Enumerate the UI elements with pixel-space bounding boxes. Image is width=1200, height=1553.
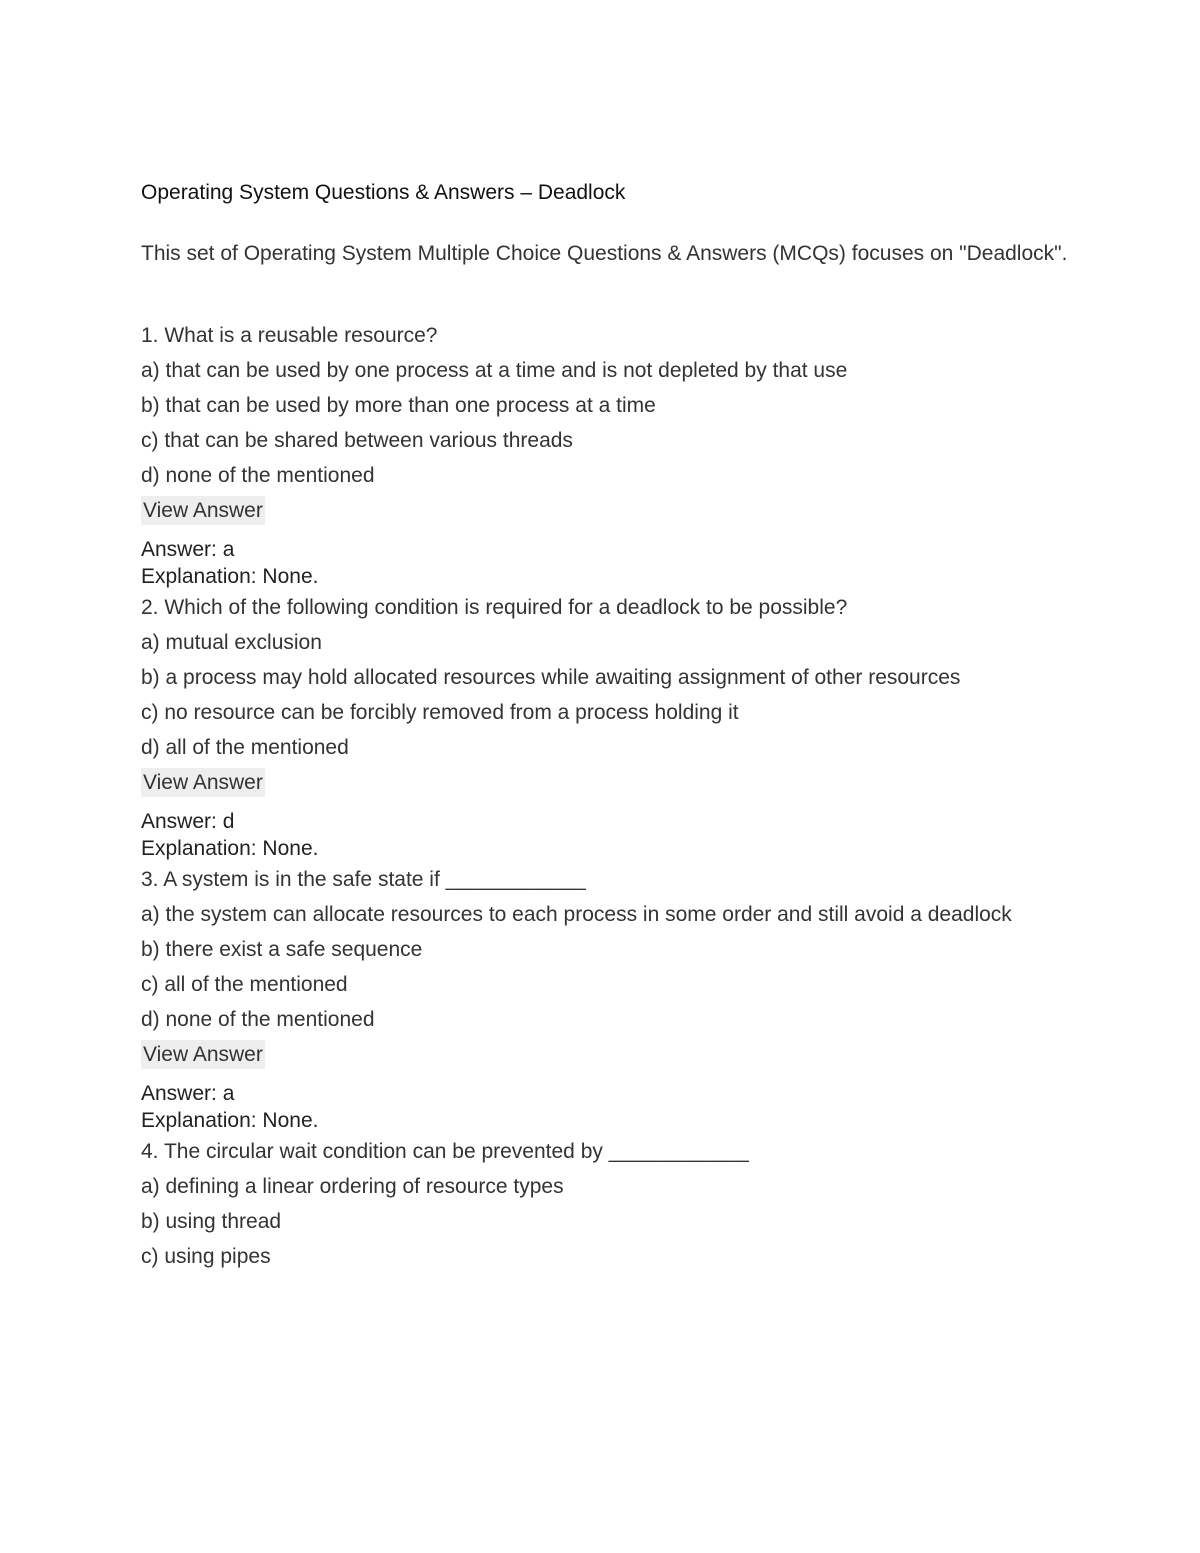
option-a: a) that can be used by one process at a time and is not depleted by that use (141, 359, 848, 382)
option-d: d) none of the mentioned (141, 464, 375, 487)
option-a: a) defining a linear ordering of resource types (141, 1175, 564, 1198)
view-answer-button[interactable]: View Answer (141, 768, 265, 797)
explanation-text: Explanation: None. (141, 837, 319, 860)
question-text: 2. Which of the following condition is required for a deadlock to be possible? (141, 596, 848, 619)
option-c: c) using pipes (141, 1245, 271, 1268)
question-list (141, 318, 1071, 1274)
answer-text: Answer: a (141, 538, 235, 561)
option-b: b) there exist a safe sequence (141, 938, 423, 961)
view-answer-button[interactable]: View Answer (141, 496, 265, 525)
explanation-text: Explanation: None. (141, 565, 319, 588)
option-b: b) a process may hold allocated resources while awaiting assignment of other resources (141, 666, 961, 689)
option-a: a) the system can allocate resources to each process in some order and still avoid a deadlock (141, 903, 1012, 926)
question-3 (141, 862, 1071, 1134)
option-c: c) all of the mentioned (141, 973, 348, 996)
question-text: 3. A system is in the safe state if ____________ (141, 868, 586, 891)
option-d: d) none of the mentioned (141, 1008, 375, 1031)
page-title: Operating System Questions & Answers – Deadlock (141, 181, 626, 204)
answer-text: Answer: a (141, 1082, 235, 1105)
question-2 (141, 590, 1071, 862)
intro-paragraph: This set of Operating System Multiple Choice Questions & Answers (MCQs) focuses on "Deadlock". (141, 242, 1068, 265)
option-b: b) that can be used by more than one process at a time (141, 394, 656, 417)
option-b: b) using thread (141, 1210, 282, 1233)
question-text: 1. What is a reusable resource? (141, 324, 438, 347)
option-c: c) that can be shared between various threads (141, 429, 573, 452)
answer-block (141, 536, 1071, 590)
explanation-text: Explanation: None. (141, 1109, 319, 1132)
option-d: d) all of the mentioned (141, 736, 349, 759)
question-1 (141, 318, 1071, 590)
question-text: 4. The circular wait condition can be prevented by ____________ (141, 1140, 749, 1163)
answer-text: Answer: d (141, 810, 235, 833)
answer-block (141, 1080, 1071, 1134)
question-4 (141, 1134, 1071, 1274)
view-answer-button[interactable]: View Answer (141, 1040, 265, 1069)
option-c: c) no resource can be forcibly removed from a process holding it (141, 701, 739, 724)
answer-block (141, 808, 1071, 862)
option-a: a) mutual exclusion (141, 631, 322, 654)
